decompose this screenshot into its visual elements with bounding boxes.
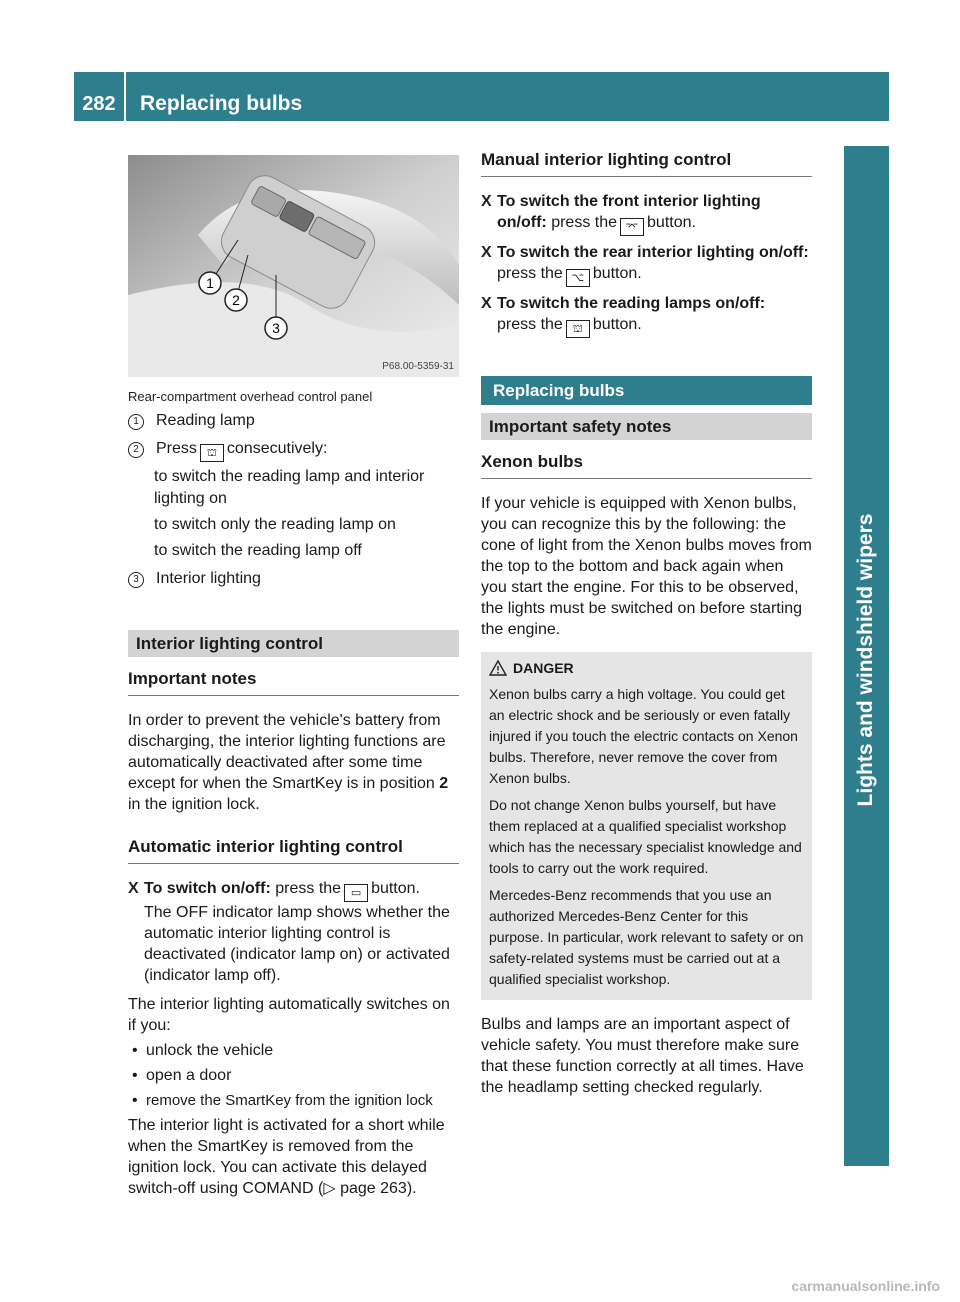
- list-item: • unlock the vehicle: [132, 1042, 274, 1059]
- callout-1: 1: [206, 275, 214, 291]
- overhead-panel-photo: [128, 155, 459, 377]
- important-notes-text: In order to prevent the vehicle's battery from discharging, the interior lighting functions are automatically deactivated after some time except for when the SmartKey is in position 2 in the ignition lock.: [128, 712, 449, 813]
- list-item: • open a door: [132, 1067, 232, 1084]
- closing-text: Bulbs and lamps are an important aspect of vehicle safety. You must therefore make sure that these function correctly at all times. Have the headlamp setting checked regularly.: [481, 1016, 804, 1096]
- step-arrow-icon: X: [481, 295, 492, 312]
- rear-lighting-icon: ⌥: [566, 269, 590, 287]
- warning-icon: [489, 660, 507, 676]
- heading-xenon: Xenon bulbs: [481, 452, 812, 479]
- legend-sub-1: to switch the reading lamp and interior lighting on: [154, 468, 425, 507]
- page-ref-link[interactable]: page 263: [340, 1180, 407, 1197]
- legend-item-3: 3 Interior lighting: [128, 568, 459, 590]
- reading-lamp-icon: ⛫: [566, 320, 590, 338]
- danger-paragraph-1: Xenon bulbs carry a high voltage. You could get an electric shock and be seriously or even fatally injured if you touch the electric contacts on Xenon bulbs. Therefore, never remove the cover from Xenon bulbs.: [489, 686, 798, 786]
- legend-item-2: 2 Press ⛫ consecutively:: [128, 438, 459, 462]
- figure-caption: Rear-compartment overhead control panel: [128, 389, 373, 404]
- front-lighting-icon: ⌤: [620, 218, 644, 236]
- reading-lamp-icon: ⛫: [200, 444, 224, 462]
- auto-step: X To switch on/off: press the ▭ button. The OFF indicator lamp shows whether the automatic interior lighting control is deactivated (indicator lamp on) or activated (indicator lamp off).: [128, 880, 450, 984]
- manual-step-reading: X To switch the reading lamps on/off: press the ⛫ button.: [481, 293, 812, 338]
- side-tab-label: Lights and windshield wipers: [854, 513, 877, 807]
- danger-box: [481, 652, 812, 1000]
- section-band-safety: Important safety notes: [481, 413, 812, 440]
- page-title: Replacing bulbs: [140, 92, 303, 115]
- list-item: • remove the SmartKey from the ignition lock: [132, 1092, 433, 1109]
- auto-lighting-icon: ▭: [344, 884, 368, 902]
- page-ref-arrow-icon: ▷: [323, 1180, 336, 1197]
- overhead-panel-illustration: [128, 155, 459, 377]
- page-number: 282: [74, 72, 126, 121]
- auto-intro: The interior lighting automatically switches on if you:: [128, 996, 450, 1034]
- xenon-text: If your vehicle is equipped with Xenon bulbs, you can recognize this by the following: the cone of light from the Xenon bulbs moves from the top to the bottom and back again when you start the engine. For this to be observed, the lights must be switched on before starting the engine.: [481, 495, 812, 638]
- right-column: [481, 150, 812, 1098]
- danger-heading: DANGER: [489, 660, 804, 676]
- step-arrow-icon: X: [481, 193, 492, 210]
- delay-text: The interior light is activated for a short while when the SmartKey is removed from the ignition lock. You can activate this delayed switch-off using COMAND (▷ page 263).: [128, 1117, 445, 1197]
- section-band-interior: Interior lighting control: [128, 630, 459, 657]
- callout-2: 2: [232, 292, 240, 308]
- callout-3: 3: [272, 320, 280, 336]
- danger-paragraph-3: Mercedes-Benz recommends that you use an authorized Mercedes-Benz Center for this purpose. In particular, work relevant to safety or on safety-related systems must be carried out at a qualified specialist workshop.: [489, 887, 804, 987]
- legend-number-1: 1: [128, 414, 144, 430]
- step-arrow-icon: X: [128, 880, 139, 897]
- footer-watermark: carmanualsonline.info: [791, 1278, 940, 1294]
- legend-number-2: 2: [128, 442, 144, 458]
- heading-important-notes: Important notes: [128, 669, 459, 696]
- legend-sub-3: to switch the reading lamp off: [154, 542, 362, 559]
- manual-step-rear: X To switch the rear interior lighting on/off: press the ⌥ button.: [481, 242, 812, 287]
- manual-step-front: X To switch the front interior lighting on/off: press the ⌤ button.: [481, 191, 812, 236]
- section-band-replacing: Replacing bulbs: [481, 376, 812, 405]
- figure-code: P68.00-5359-31: [382, 361, 454, 372]
- step-arrow-icon: X: [481, 244, 492, 261]
- legend-item-1: 1 Reading lamp: [128, 410, 459, 432]
- left-column: [128, 155, 459, 1199]
- legend-number-3: 3: [128, 572, 144, 588]
- heading-automatic-control: Automatic interior lighting control: [128, 837, 459, 864]
- legend-sub-2: to switch only the reading lamp on: [154, 516, 396, 533]
- heading-manual-control: Manual interior lighting control: [481, 150, 812, 177]
- danger-paragraph-2: Do not change Xenon bulbs yourself, but have them replaced at a qualified specialist workshop which has the necessary specialist knowledge and tools to carry out the work required.: [489, 797, 802, 876]
